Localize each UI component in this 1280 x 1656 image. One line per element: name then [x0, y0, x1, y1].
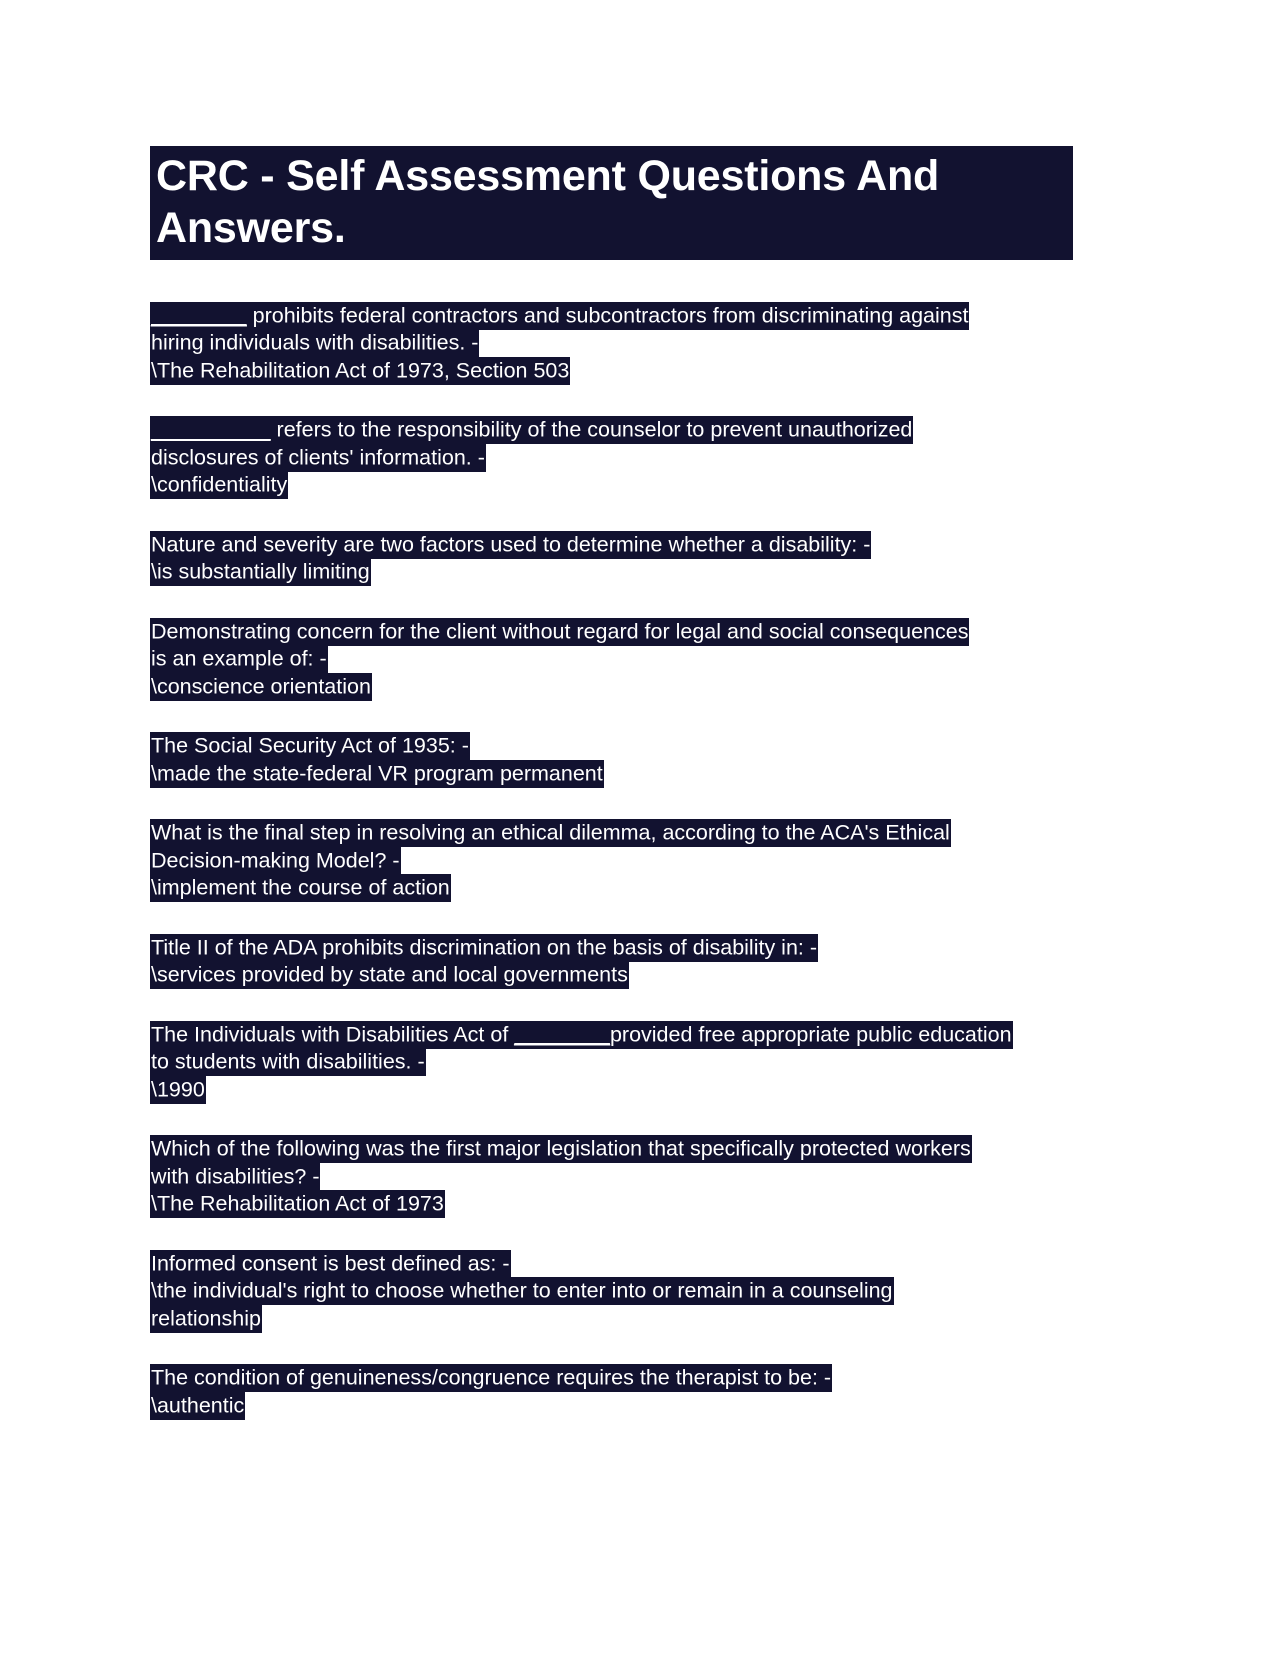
highlight-run: \made the state-federal VR program permanent [150, 760, 604, 788]
highlight-run: ________ prohibits federal contractors and subcontractors from discriminating against [150, 302, 969, 330]
highlight-run: Nature and severity are two factors used to determine whether a disability: - [150, 531, 871, 559]
highlight-run: \The Rehabilitation Act of 1973 [150, 1190, 445, 1218]
qa-line [150, 673, 1095, 701]
qa-line [150, 820, 1095, 848]
highlight-run: relationship [150, 1305, 262, 1333]
highlight-run: What is the final step in resolving an ethical dilemma, according to the ACA's Ethical [150, 819, 951, 847]
highlight-run: Title II of the ADA prohibits discrimination on the basis of disability in: - [150, 934, 818, 962]
qa-line [150, 330, 1095, 358]
qa-line [150, 1021, 1095, 1049]
highlight-run: \services provided by state and local governments [150, 961, 629, 989]
qa-line [150, 1191, 1095, 1219]
highlight-run: \is substantially limiting [150, 558, 371, 586]
qa-block [150, 1250, 1095, 1333]
fill-in-blank: __________ [151, 417, 271, 442]
qa-line [150, 934, 1095, 962]
highlight-run: The Social Security Act of 1935: - [150, 732, 470, 760]
highlight-run: to students with disabilities. - [150, 1048, 426, 1076]
qa-line [150, 1076, 1095, 1104]
qa-line [150, 962, 1095, 990]
qa-line [150, 646, 1095, 674]
highlight-run: Demonstrating concern for the client without regard for legal and social consequences [150, 618, 969, 646]
qa-line [150, 760, 1095, 788]
qa-line [150, 1278, 1095, 1306]
highlight-run: __________ refers to the responsibility of the counselor to prevent unauthorized [150, 416, 913, 444]
fill-in-blank: ________ [151, 303, 247, 327]
qa-block [150, 1136, 1095, 1219]
highlight-run: The Individuals with Disabilities Act of ________provided free appropriate public education [150, 1021, 1013, 1049]
qa-line [150, 1365, 1095, 1393]
qa-line [150, 357, 1095, 385]
highlight-run: \1990 [150, 1076, 206, 1104]
highlight-run: is an example of: - [150, 645, 328, 673]
qa-line [150, 1250, 1095, 1278]
qa-line [150, 1305, 1095, 1333]
qa-line [150, 733, 1095, 761]
highlight-run: Which of the following was the first major legislation that specifically protected workers [150, 1135, 972, 1163]
qa-line [150, 531, 1095, 559]
highlight-run: Decision-making Model? - [150, 847, 401, 875]
page-title: CRC - Self Assessment Questions And Answers. [156, 152, 940, 252]
highlight-run: disclosures of clients' information. - [150, 444, 486, 472]
qa-block [150, 531, 1095, 586]
highlight-run: \conscience orientation [150, 673, 372, 701]
highlight-run: \confidentiality [150, 471, 288, 499]
highlight-run: hiring individuals with disabilities. - [150, 329, 479, 357]
highlight-run: \implement the course of action [150, 874, 451, 902]
qa-block [150, 302, 1095, 385]
qa-block [150, 1021, 1095, 1104]
qa-line [150, 1136, 1095, 1164]
qa-block [150, 618, 1095, 701]
document-title-block [150, 146, 1073, 260]
highlight-run: Informed consent is best defined as: - [150, 1250, 511, 1278]
qa-line [150, 1049, 1095, 1077]
qa-line [150, 559, 1095, 587]
qa-line [150, 472, 1095, 500]
qa-line [150, 417, 1095, 445]
qa-line [150, 847, 1095, 875]
qa-block [150, 417, 1095, 500]
highlight-run: The condition of genuineness/congruence requires the therapist to be: - [150, 1364, 832, 1392]
fill-in-blank: ________ [514, 1022, 610, 1046]
highlight-run: \The Rehabilitation Act of 1973, Section 503 [150, 357, 570, 385]
qa-line [150, 875, 1095, 903]
qa-block [150, 934, 1095, 989]
qa-line [150, 1163, 1095, 1191]
highlight-run: with disabilities? - [150, 1163, 320, 1191]
qa-line [150, 1392, 1095, 1420]
highlight-run: \authentic [150, 1392, 245, 1420]
highlight-run: \the individual's right to choose whether to enter into or remain in a counseling [150, 1277, 894, 1305]
qa-block [150, 733, 1095, 788]
qa-line [150, 618, 1095, 646]
document-body [150, 302, 1095, 1420]
qa-block [150, 820, 1095, 903]
qa-block [150, 1365, 1095, 1420]
qa-line [150, 302, 1095, 330]
qa-line [150, 444, 1095, 472]
